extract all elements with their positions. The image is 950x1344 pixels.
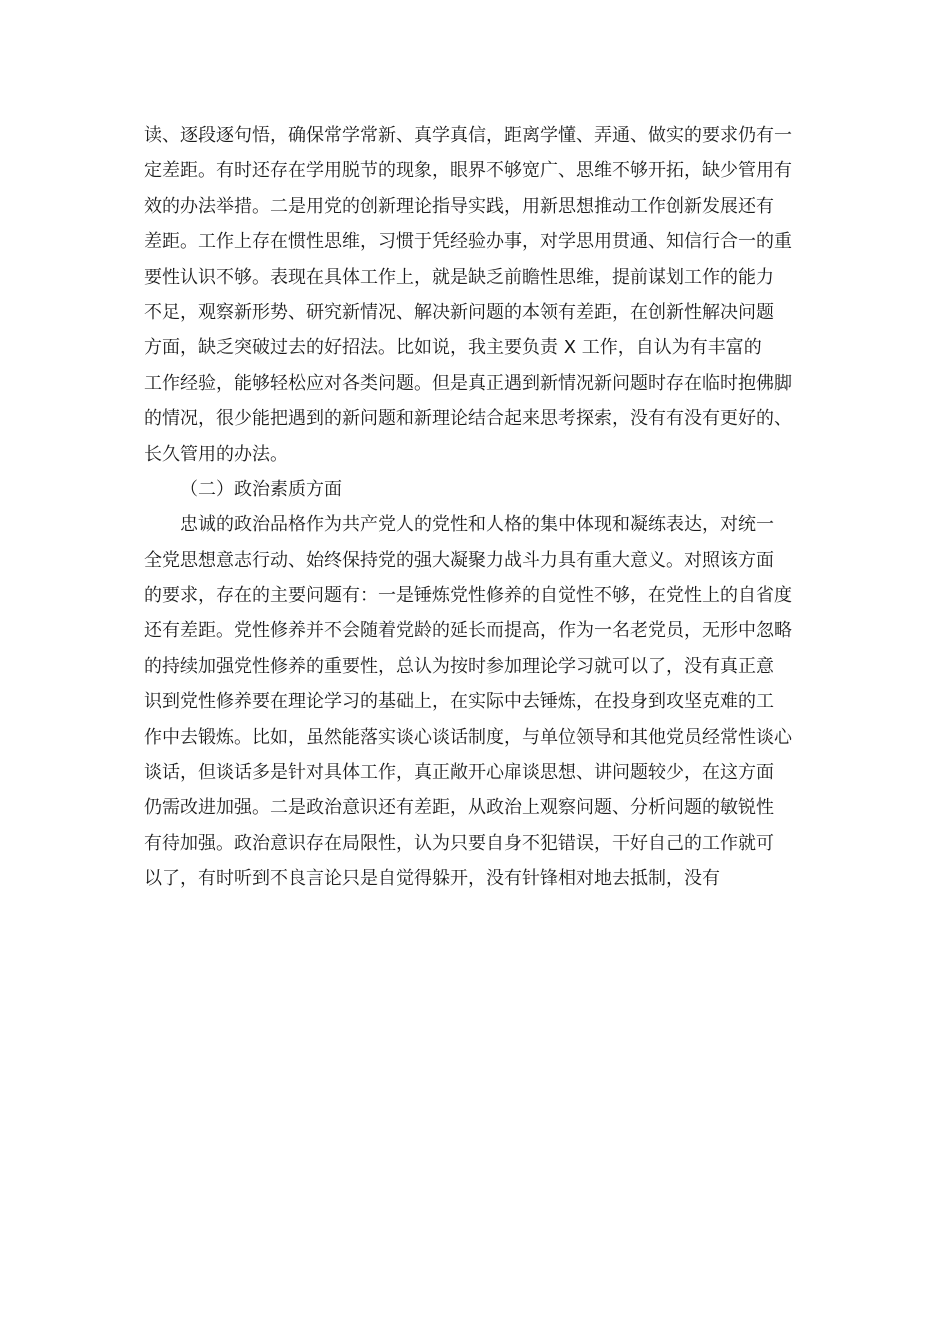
text-line: 不足，观察新形势、研究新情况、解决新问题的本领有差距，在创新性解决问题 <box>144 301 774 323</box>
text-line: 的持续加强党性修养的重要性，总认为按时参加理论学习就可以了，没有真正意 <box>144 655 774 677</box>
text-line: 要性认识不够。表现在具体工作上，就是缺乏前瞻性思维，提前谋划工作的能力 <box>144 266 774 288</box>
text-line: 忠诚的政治品格作为共产党人的党性和人格的集中体现和凝练表达，对统一 <box>180 514 774 536</box>
text-line: 长久管用的办法。 <box>144 443 288 465</box>
text-line: 作中去锻炼。比如，虽然能落实谈心谈话制度，与单位领导和其他党员经常性谈心 <box>144 726 792 748</box>
text-line: 识到党性修养要在理论学习的基础上，在实际中去锤炼，在投身到攻坚克难的工 <box>144 691 774 713</box>
text-line: 读、逐段逐句悟，确保常学常新、真学真信，距离学懂、弄通、做实的要求仍有一 <box>144 125 792 146</box>
text-line: 仍需改进加强。二是政治意识还有差距，从政治上观察问题、分析问题的敏锐性 <box>144 797 774 819</box>
text-line: 定差距。有时还存在学用脱节的现象，眼界不够宽广、思维不够开拓，缺少管用有 <box>144 160 792 182</box>
text-line: 有待加强。政治意识存在局限性，认为只要自身不犯错误，干好自己的工作就可 <box>144 832 774 854</box>
text-line: 的要求，存在的主要问题有：一是锤炼党性修养的自觉性不够，在党性上的自省度 <box>144 585 792 607</box>
text-line: 还有差距。党性修养并不会随着党龄的延长而提高，作为一名老党员，无形中忽略 <box>144 620 792 642</box>
document-body <box>144 118 810 897</box>
text-line: 工作经验，能够轻松应对各类问题。但是真正遇到新情况新问题时存在临时抱佛脚 <box>144 372 792 394</box>
text-line: 谈话，但谈话多是针对具体工作，真正敞开心扉谈思想、讲问题较少，在这方面 <box>144 762 774 784</box>
text-line: 效的办法举措。二是用党的创新理论指导实践，用新思想推动工作创新发展还有 <box>144 195 774 217</box>
text-line: 全党思想意志行动、始终保持党的强大凝聚力战斗力具有重大意义。对照该方面 <box>144 549 774 571</box>
text-line: 的情况，很少能把遇到的新问题和新理论结合起来思考探索，没有有没有更好的、 <box>144 408 792 430</box>
text-line: 方面，缺乏突破过去的好招法。比如说，我主要负责 X 工作，自认为有丰富的 <box>144 337 762 359</box>
section2-paragraph <box>144 507 810 896</box>
text-line: 差距。工作上存在惯性思维，习惯于凭经验办事，对学思用贯通、知信行合一的重 <box>144 231 792 253</box>
section1-continuation-paragraph <box>144 118 810 472</box>
section2-heading: （二）政治素质方面 <box>180 478 342 500</box>
text-line: 以了，有时听到不良言论只是自觉得躲开，没有针锋相对地去抵制，没有 <box>144 868 720 890</box>
